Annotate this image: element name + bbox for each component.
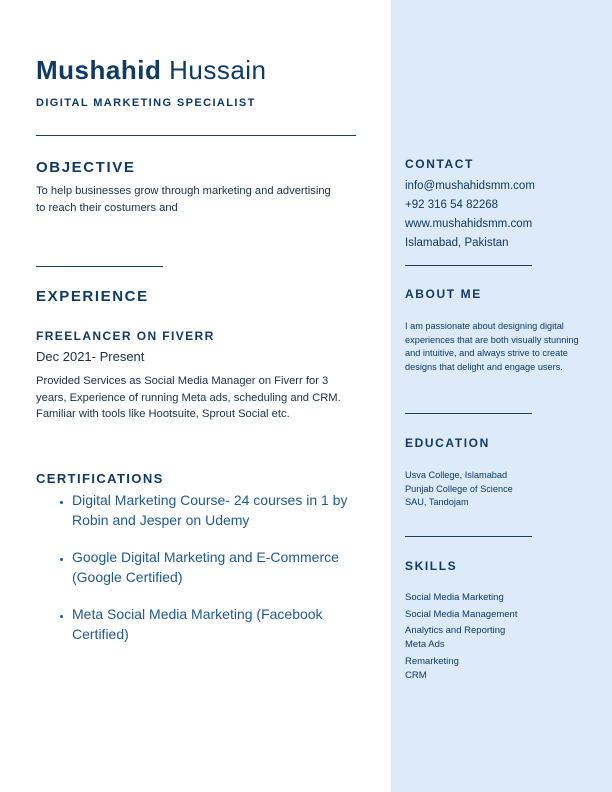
about-text: I am passionate about designing digital experiences that are both visually stunning and intuitive, and always strive to create designs that delight and engage users. — [405, 321, 579, 373]
experience-dates: Dec 2021- Present — [36, 349, 145, 364]
contact-email: info@mushahidsmm.com — [405, 180, 535, 192]
skill-item: CRM — [405, 669, 427, 681]
contact-phone: +92 316 54 82268 — [405, 199, 499, 211]
contact-location: Islamabad, Pakistan — [405, 237, 509, 249]
contact-divider — [405, 265, 532, 266]
contact-block — [405, 177, 535, 253]
education-divider — [405, 536, 532, 537]
about-divider — [405, 413, 532, 414]
education-list — [405, 469, 513, 510]
certification-item: • Digital Marketing Course- 24 courses in 1 by Robin and Jesper on Udemy — [72, 490, 372, 530]
skill-item: Social Media Marketing — [405, 592, 504, 603]
objective-text: To help businesses grow through marketing and advertising to reach their costumers and — [36, 185, 331, 214]
skill-item: Analytics and Reporting — [405, 625, 506, 636]
job-title: DIGITAL MARKETING SPECIALIST — [36, 97, 256, 109]
certifications-heading: CERTIFICATIONS — [36, 471, 164, 486]
education-heading: EDUCATION — [405, 436, 490, 450]
skills-list — [405, 591, 517, 683]
about-heading: ABOUT ME — [405, 287, 482, 301]
objective-heading: OBJECTIVE — [36, 159, 136, 176]
skills-heading: SKILLS — [405, 559, 458, 573]
education-item: SAU, Tandojam — [405, 497, 469, 508]
objective-divider — [36, 266, 163, 267]
skill-item: Social Media Management — [405, 608, 518, 620]
experience-heading: EXPERIENCE — [36, 288, 149, 305]
skill-item: Meta Ads — [405, 639, 445, 650]
education-item: Punjab College of Science — [405, 483, 513, 494]
first-name: Mushahid — [36, 55, 162, 85]
header-divider — [36, 135, 356, 136]
person-name — [36, 55, 267, 86]
certification-item: • Meta Social Media Marketing (Facebook Certified) — [72, 604, 372, 644]
contact-heading: CONTACT — [405, 157, 474, 171]
last-name: Hussain — [169, 55, 267, 85]
contact-website: www.mushahidsmm.com — [405, 218, 533, 230]
education-item: Usva College, Islamabad — [405, 470, 508, 480]
experience-description: Provided Services as Social Media Manager on Fiverr for 3 years, Experience of running Meta ads, scheduling and CRM. Familiar with tools like Hootsuite, Sprout Social etc. — [36, 375, 341, 420]
certification-item: • Google Digital Marketing and E-Commerce (Google Certified) — [72, 547, 372, 587]
skill-item: Remarketing — [405, 655, 459, 667]
certifications-list — [56, 490, 372, 661]
experience-role: FREELANCER ON FIVERR — [36, 329, 215, 343]
